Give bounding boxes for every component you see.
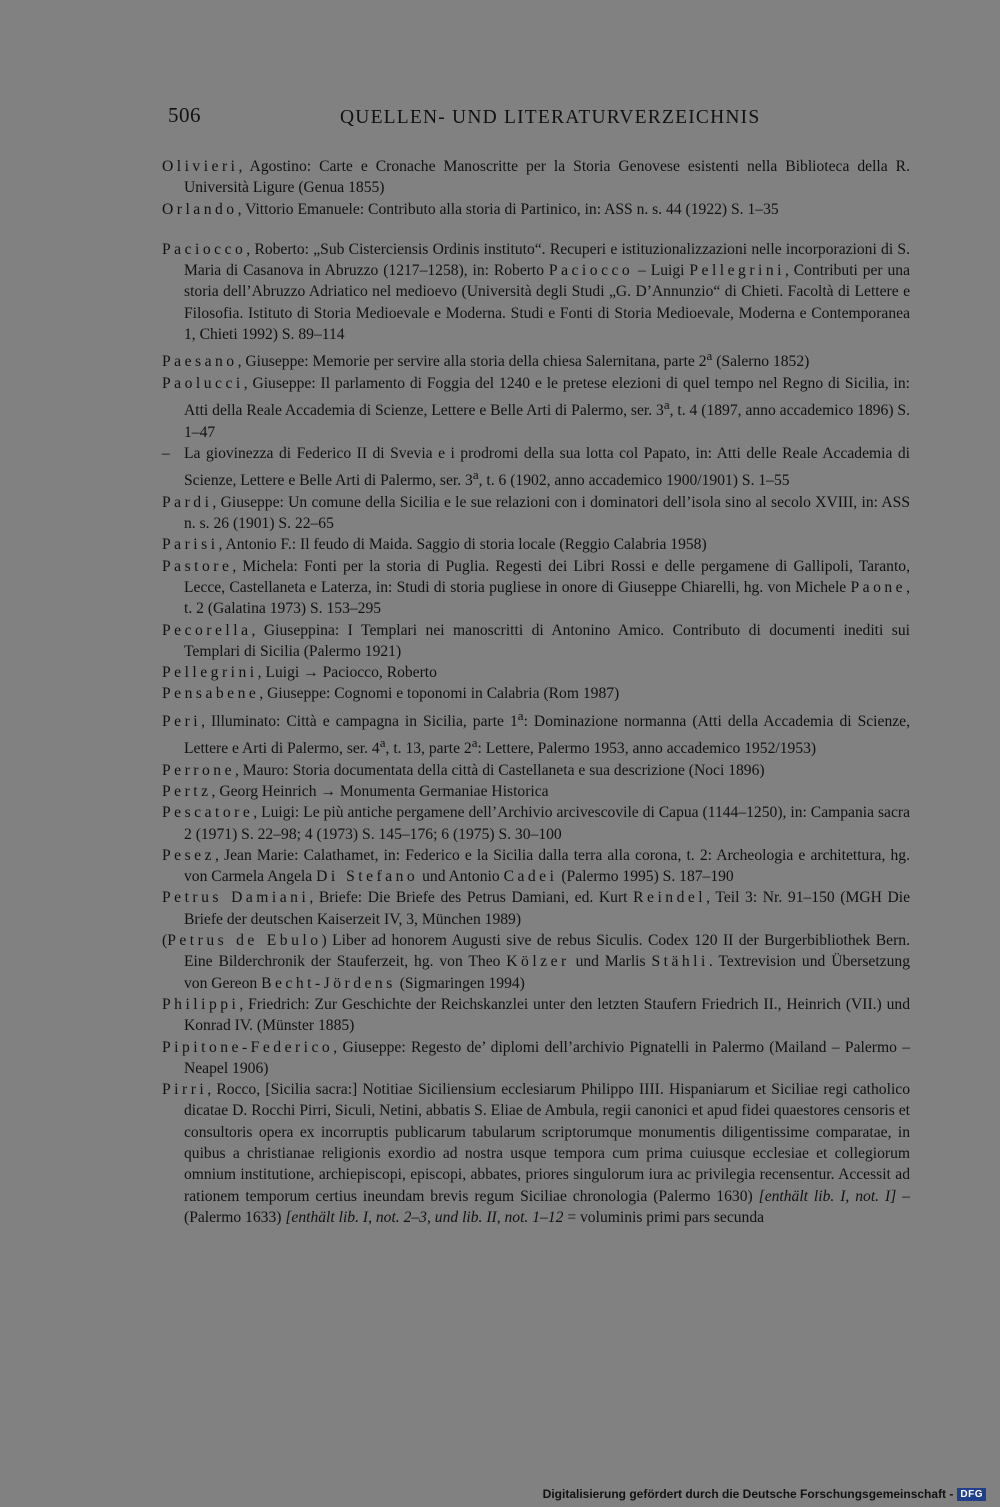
bibliography-entry: Orlando, Vittorio Emanuele: Contributo alla storia di Partinico, in: ASS n. s. 44 (1922) S. 1–35	[162, 200, 779, 218]
bibliography-entry: – La giovinezza di Federico II di Svevia e i prodromi della sua lotta col Papato, in: Atti delle Reale Accademia di Scienze, Lettere e Belle Arti di Palermo, ser. 3$^a$, t. 6 (1902, anno accademico 1900/1901) S. 1–55	[162, 444, 910, 490]
bibliography-entry: Parisi, Antonio F.: Il feudo di Maida. Saggio di storia locale (Reggio Calabria 1958)	[162, 536, 707, 554]
bibliography-entry: Olivieri, Agostino: Carte e Cronache Manoscritte per la Storia Genovese esistenti nella Biblioteca della R. Università Ligure (Genua 1855)	[162, 158, 910, 197]
bibliography-list	[162, 156, 910, 1228]
bibliography-entry: Peri, Illuminato: Città e campagna in Sicilia, parte 1$^a$: Dominazione normanna (Atti della Accademia di Scienze, Lettere e Arti di Palermo, ser. 4$^a$, t. 13, parte 2$^a$: Lettere, Palermo 1953, anno accademico 1952/1953)	[162, 707, 910, 758]
bibliography-entry: Pertz, Georg Heinrich → Monumenta Germaniae Historica	[162, 782, 549, 800]
bibliography-entry: Pesez, Jean Marie: Calathamet, in: Federico e la Sicilia dalla terra alla corona, t. 2: Archeologia e architettura, hg. von Carmela Angela Di Stefano und Antonio Cadei (Palermo 1995) S. 187–190	[162, 846, 910, 886]
bibliography-entry: Pardi, Giuseppe: Un comune della Sicilia e le sue relazioni con i dominatori dell’isola sino al secolo XVIII, in: ASS n. s. 26 (1901) S. 22–65	[162, 493, 910, 533]
bibliography-entry: (Petrus de Ebulo) Liber ad honorem Augusti sive de rebus Siculis. Codex 120 II der Burgerbibliothek Bern. Eine Bilderchronik der Stauferzeit, hg. von Theo Kölzer und Marlis Stähli. Textrevision und Übersetzung von Gereon Becht-Jördens (Sigmaringen 1994)	[162, 932, 910, 992]
bibliography-entry: Paolucci, Giuseppe: Il parlamento di Foggia del 1240 e le pretese elezioni di quel tempo nel Regno di Sicilia, in: Atti della Reale Accademia di Scienze, Lettere e Belle Arti di Palermo, ser. 3$^a$, t. 4 (1897, anno accademico 1896) S. 1–47	[162, 374, 911, 441]
digitization-footer	[543, 1487, 986, 1501]
bibliography-entry: Paciocco, Roberto: „Sub Cisterciensis Ordinis instituto“. Recuperi e istituzionalizzazioni nelle incorporazioni di S. Maria di Casanova in Abruzzo (1217–1258), in: Roberto Paciocco – Luigi Pellegrini, Contributi per una storia dell’Abruzzo Adriatico nel medioevo (Università degli Studi „G. D’Annunzio“ di Chieti. Facoltà di Lettere e Filosofia. Istituto di Storia Medioevale e Moderna. Studi e Fonti di Storia Medioevale, Moderna e Contemporanea 1, Chieti 1992) S. 89–114	[162, 240, 910, 344]
bibliography-entry: Pipitone-Federico, Giuseppe: Regesto de’ diplomi dell’archivio Pignatelli in Palermo (Mailand – Palermo – Neapel 1906)	[162, 1038, 910, 1077]
bibliography-entry: Petrus Damiani, Briefe: Die Briefe des Petrus Damiani, ed. Kurt Reindel, Teil 3: Nr. 91–150 (MGH Die Briefe der deutschen Kaiserzeit IV, 3, München 1989)	[162, 889, 911, 928]
bibliography-entry: Pecorella, Giuseppina: I Templari nei manoscritti di Antonino Amico. Contributo di documenti inediti sui Templari di Sicilia (Palermo 1921)	[162, 621, 910, 660]
bibliography-entry: Pellegrini, Luigi → Paciocco, Roberto	[162, 664, 437, 682]
page-number: 506	[168, 103, 201, 127]
dfg-logo: DFG	[957, 1488, 986, 1501]
footer-text: Digitalisierung gefördert durch die Deutsche Forschungsgemeinschaft -	[542, 1487, 954, 1501]
bibliography-entry: Perrone, Mauro: Storia documentata della città di Castellaneta e sua descrizione (Noci 1896)	[162, 761, 765, 779]
bibliography-entry: Pensabene, Giuseppe: Cognomi e toponomi in Calabria (Rom 1987)	[162, 685, 620, 703]
bibliography-entry: Paesano, Giuseppe: Memorie per servire alla storia della chiesa Salernitana, parte 2$^a$ (Salerno 1852)	[162, 348, 810, 371]
bibliography-entry: Pastore, Michela: Fonti per la storia di Puglia. Regesti dei Libri Rossi e delle pergamene di Gallipoli, Taranto, Lecce, Castellaneta e Laterza, in: Studi di storia pugliese in onore di Giuseppe Chiarelli, hg. von Michele Paone, t. 2 (Galatina 1973) S. 153–295	[162, 557, 910, 618]
running-head: QUELLEN- UND LITERATURVERZEICHNIS	[340, 107, 761, 128]
bibliography-entry: Philippi, Friedrich: Zur Geschichte der Reichskanzlei unter den letzten Staufern Friedrich II., Heinrich (VII.) und Konrad IV. (Münster 1885)	[162, 995, 910, 1035]
bibliography-entry: Pescatore, Luigi: Le più antiche pergamene dell’Archivio arcivescovile di Capua (1144–1250), in: Campania sacra 2 (1971) S. 22–98; 4 (1973) S. 145–176; 6 (1975) S. 30–100	[162, 804, 910, 843]
bibliography-entry: Pirri, Rocco, [Sicilia sacra:] Notitiae Siciliensium ecclesiarum Philippo IIII. Hispaniarum et Siciliae regi catholico dicatae D. Rocchi Pirri, Siculi, Netini, abbatis S. Eliae de Ambula, regii canonici et apud fidei quaestores censoris et consultoris opera ex incorruptis publicarum tabularum scriptorumque monumentis diligentissime comparatae, in quibus a christianae religionis exordio ad nostra usque tempora cum prima cuiusque ecclesiae et collegiorum omnium institutione, archiepiscopi, episcopi, abbates, priores singulorum iura ac privilegia recensentur. Accessit ad rationem temporum certius ineundam brevis regum Siciliae chronologia (Palermo 1630) [enthält lib. I, not. I] – (Palermo 1633) [enthält lib. I, not. 2–3, und lib. II, not. 1–12 = voluminis primi pars secunda	[162, 1081, 910, 1226]
